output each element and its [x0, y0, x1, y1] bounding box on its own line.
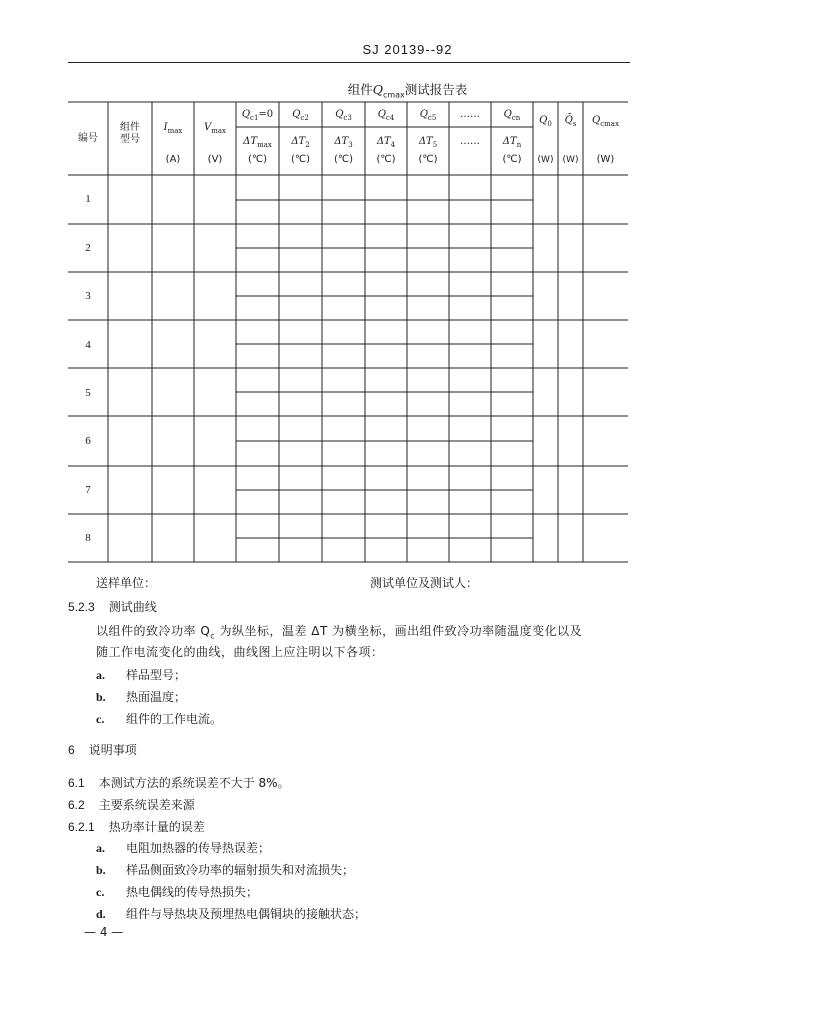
q-col-1-mid: $\Delta T_{max}$	[243, 136, 272, 149]
q-col-1-top: $Q_{c1}=0$	[241, 109, 274, 122]
qcmax-unit: (W)	[596, 154, 615, 165]
q0-unit: (W)	[537, 155, 554, 165]
q0-header: $Q_0$	[539, 115, 552, 128]
page-number: — 4 —	[84, 925, 124, 939]
row-number: 8	[85, 532, 91, 544]
section-6-2-heading: 6.2 主要系统误差来源	[68, 798, 195, 812]
list-item: a. 电阻加热器的传导热误差；	[96, 841, 271, 855]
q-col-2-unit: (℃)	[290, 154, 311, 165]
section-6-heading: 6 说明事项	[68, 743, 137, 757]
q-col-n-unit: (℃)	[502, 154, 522, 165]
section-5-2-3-para-line2: 随工作电流变化的曲线，曲线图上应注明以下各项：	[96, 645, 384, 659]
row-number: 3	[85, 290, 91, 302]
q-col-ellipsis-mid: ……	[460, 136, 480, 147]
row-number: 2	[85, 242, 91, 254]
q-col-n-mid: $\Delta T_n$	[502, 136, 522, 149]
col-number-header: 编号	[78, 133, 98, 144]
col-vmax-unit: (V)	[207, 154, 223, 165]
row-number: 5	[85, 387, 91, 399]
col-imax-unit: (A)	[165, 154, 181, 165]
col-model-header: 组件 型号	[120, 122, 140, 145]
sender-label: 送样单位：	[96, 576, 157, 590]
list-item: a. 样品型号；	[96, 668, 187, 682]
tester-label: 测试单位及测试人：	[370, 576, 479, 590]
q-col-2-top: $Q_{c2}$	[292, 109, 309, 122]
row-number: 6	[85, 435, 91, 447]
q-col-1-unit: (℃)	[247, 154, 268, 165]
q-col-3-unit: (℃)	[333, 154, 354, 165]
q-col-4-unit: (℃)	[376, 154, 396, 165]
row-number: 7	[85, 484, 91, 496]
q-col-n-top: $Q_{cn}$	[503, 109, 521, 122]
list-item: b. 样品侧面致冷功率的辐射损失和对流损失；	[96, 863, 355, 877]
q-col-4-top: $Q_{c4}$	[377, 109, 395, 122]
section-6-2-1-heading: 6.2.1 热功率计量的误差	[68, 820, 205, 834]
qs-header: $Q̄_s$	[564, 115, 577, 128]
q-col-3-top: $Q_{c3}$	[335, 109, 352, 122]
row-number: 1	[85, 193, 91, 205]
q-col-2-mid: $\Delta T_2$	[291, 136, 310, 149]
section-6-1: 6.1 本测试方法的系统误差不大于 8%。	[68, 776, 290, 790]
section-5-2-3-heading: 5.2.3 测试曲线	[68, 600, 157, 614]
q-col-4-mid: $\Delta T_4$	[376, 136, 396, 149]
row-number: 4	[85, 339, 91, 351]
section-5-2-3-para-line1: 以组件的致冷功率 $Q_c$ 为纵坐标，温差 ΔT 为横坐标，画出组件致冷功率随温度变化以及	[96, 624, 583, 641]
col-imax-header: $I_{max}$	[163, 122, 183, 135]
document-code: SJ 20139--92	[362, 42, 453, 57]
list-item: d. 组件与导热块及预埋热电偶铜块的接触状态；	[96, 907, 367, 921]
col-vmax-header: $V_{max}$	[204, 122, 226, 135]
q-col-ellipsis-top: ……	[460, 109, 480, 120]
list-item: b. 热面温度；	[96, 690, 187, 704]
qcmax-header: $Q_{cmax}$	[592, 115, 619, 128]
q-col-5-mid: $\Delta T_5$	[418, 136, 438, 149]
table-title: 组件$Q_{cmax}$测试报告表	[347, 82, 468, 100]
qs-unit: (W)	[562, 155, 579, 165]
list-item: c. 热电偶线的传导热损失；	[96, 885, 259, 899]
q-col-3-mid: $\Delta T_3$	[334, 136, 353, 149]
list-item: c. 组件的工作电流。	[96, 712, 223, 726]
q-col-5-top: $Q_{c5}$	[419, 109, 437, 122]
q-col-5-unit: (℃)	[418, 154, 438, 165]
